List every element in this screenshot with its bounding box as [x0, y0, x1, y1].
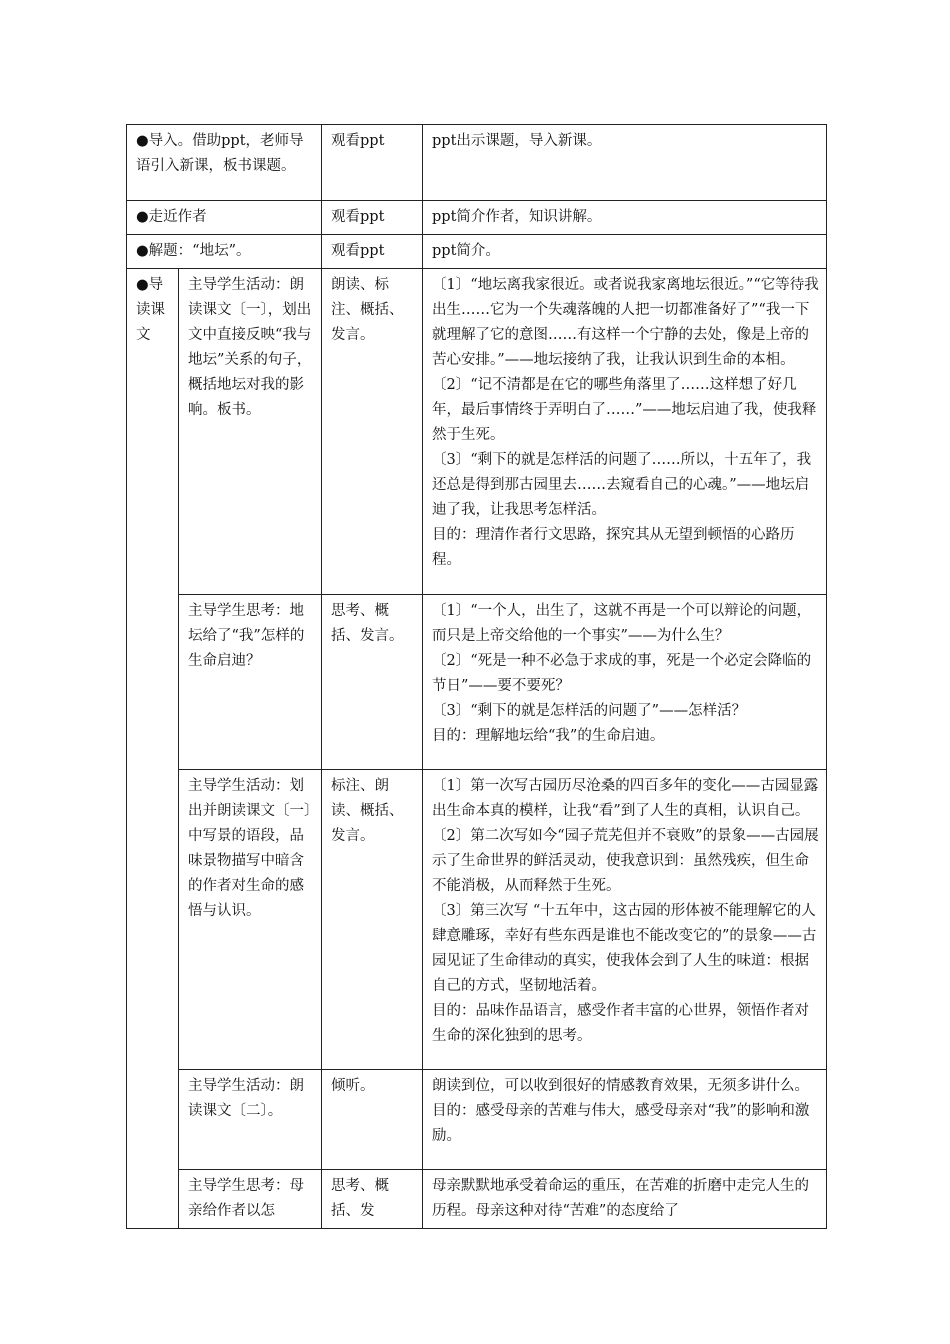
student-activity-cell: 观看ppt — [322, 235, 423, 269]
content-cell — [423, 595, 827, 770]
student-activity-cell: 倾听。 — [322, 1070, 423, 1170]
content-line: 〔3〕“剩下的就是怎样活的问题了……所以，十五年了，我还总是得到那古园里去……去窥看自己的心魂。”——地坛启迪了我，让我思考怎样活。 — [432, 452, 812, 518]
content-line: 〔3〕“剩下的就是怎样活的问题了”——怎样活？ — [432, 703, 747, 719]
content-cell: ppt简介作者，知识讲解。 — [423, 201, 827, 235]
content-cell — [423, 1070, 827, 1170]
content-line: 母亲默默地承受着命运的重压，在苦难的折磨中走完人生的历程。母亲这种对待“苦难”的态度给了 — [432, 1178, 810, 1219]
table-row — [127, 201, 827, 235]
student-activity-cell: 朗读、标注、概括、发言。 — [322, 269, 423, 595]
teacher-activity-cell: 主导学生活动：朗读课文〔一〕，划出文中直接反映“我与地坛”关系的句子，概括地坛对我的影响。板书。 — [179, 269, 322, 595]
content-line: 〔1〕“地坛离我家很近。或者说我家离地坛很近。”“它等待我出生……它为一个失魂落魄的人把一切都准备好了”“我一下就理解了它的意图……有这样一个宁静的去处，像是上帝的苦心安排。”——地坛接纳了我，让我认识到生命的本相。 — [432, 277, 819, 368]
student-activity-cell: 标注、朗读、概括、发言。 — [322, 770, 423, 1070]
table-row — [127, 1170, 827, 1229]
teacher-activity-cell: 主导学生思考：母亲给作者以怎 — [179, 1170, 322, 1229]
content-cell — [423, 1170, 827, 1229]
student-activity-cell: 观看ppt — [322, 125, 423, 201]
content-line: 〔2〕“死是一种不必急于求成的事，死是一个必定会降临的节日”——要不要死？ — [432, 653, 812, 694]
teacher-activity-cell: 主导学生思考：地坛给了“我”怎样的生命启迪？ — [179, 595, 322, 770]
table-row — [127, 1070, 827, 1170]
content-cell — [423, 770, 827, 1070]
teacher-activity-cell: ●解题：“地坛”。 — [127, 235, 322, 269]
content-line: 〔2〕“记不清都是在它的哪些角落里了……这样想了好几年，最后事情终于弄明白了……”——地坛启迪了我，使我释然于生死。 — [432, 377, 817, 443]
content-cell: ppt出示课题，导入新课。 — [423, 125, 827, 201]
content-line: 目的：理解地坛给“我”的生命启迪。 — [432, 728, 665, 744]
table-row — [127, 770, 827, 1070]
student-activity-cell: 思考、概括、发 — [322, 1170, 423, 1229]
teacher-activity-cell: 主导学生活动：朗读课文〔二〕。 — [179, 1070, 322, 1170]
lesson-plan-table — [126, 124, 827, 1229]
content-line: 〔3〕第三次写 “十五年中，这古园的形体被不能理解它的人肆意雕琢，幸好有些东西是谁也不能改变它的”的景象——古园见证了生命律动的真实，使我体会到了人生的味道：根据自己的方式，坚韧地活着。 — [432, 903, 817, 994]
teacher-activity-cell: 主导学生活动：划出并朗读课文〔一〕中写景的语段，品味景物描写中暗含的作者对生命的感悟与认识。 — [179, 770, 322, 1070]
table-row — [127, 269, 827, 595]
content-line: 朗读到位，可以收到很好的情感教育效果，无须多讲什么。 — [432, 1078, 810, 1094]
content-line: 目的：理清作者行文思路，探究其从无望到顿悟的心路历程。 — [432, 527, 795, 568]
content-line: 目的：感受母亲的苦难与伟大，感受母亲对“我”的影响和激励。 — [432, 1103, 810, 1144]
student-activity-cell: 观看ppt — [322, 201, 423, 235]
content-cell — [423, 269, 827, 595]
teacher-activity-cell: ●走近作者 — [127, 201, 322, 235]
table-row — [127, 125, 827, 201]
table-row — [127, 235, 827, 269]
section-label-cell: ●导读课文 — [127, 269, 179, 1229]
teacher-activity-cell: ●导入。借助ppt，老师导语引入新课，板书课题。 — [127, 125, 322, 201]
content-cell: ppt简介。 — [423, 235, 827, 269]
content-line: 〔2〕第二次写如今“园子荒芜但并不衰败”的景象——古园展示了生命世界的鲜活灵动，使我意识到：虽然残疾，但生命不能消极，从而释然于生死。 — [432, 828, 819, 894]
student-activity-cell: 思考、概括、发言。 — [322, 595, 423, 770]
content-line: 目的：品味作品语言，感受作者丰富的心世界，领悟作者对生命的深化独到的思考。 — [432, 1003, 810, 1044]
content-line: 〔1〕“一个人，出生了，这就不再是一个可以辩论的问题，而只是上帝交给他的一个事实”——为什么生？ — [432, 603, 812, 644]
table-row — [127, 595, 827, 770]
content-line: 〔1〕第一次写古园历尽沧桑的四百多年的变化——古园显露出生命本真的模样，让我“看”到了人生的真相，认识自己。 — [432, 778, 819, 819]
